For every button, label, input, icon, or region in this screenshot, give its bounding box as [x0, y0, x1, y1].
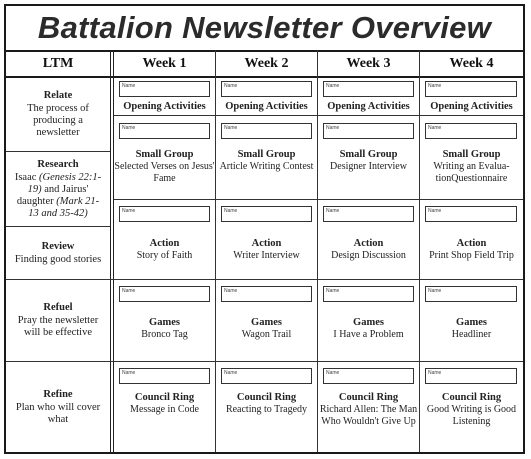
activity-detail: I Have a Problem: [333, 329, 404, 340]
activity-title: Action: [456, 238, 487, 249]
activity-detail: Writing an Evalua-tionQuestionnaire: [433, 161, 510, 184]
ltm-description: Plan who will cover what: [15, 401, 101, 425]
name-field-label: Name: [428, 208, 442, 214]
name-field[interactable]: [425, 81, 517, 97]
name-field[interactable]: [119, 368, 210, 384]
action-week-4: [420, 238, 523, 262]
name-field-label: Name: [224, 288, 238, 294]
small-group-week-4: [420, 149, 523, 185]
activity-title: Opening Activities: [327, 101, 410, 112]
activity-detail: Good Writing is Good Listening: [426, 404, 517, 427]
name-field-label: Name: [224, 370, 238, 376]
activity-detail: Message in Code: [130, 404, 199, 415]
activity-title: Games: [251, 317, 282, 328]
name-field[interactable]: [221, 206, 312, 222]
name-field-label: Name: [428, 370, 442, 376]
name-field-label: Name: [428, 288, 442, 294]
ltm-title: Research: [37, 158, 79, 170]
activity-detail: Story of Faith: [136, 250, 193, 261]
name-field-label: Name: [224, 83, 238, 89]
action-week-1: [114, 238, 215, 262]
name-field[interactable]: [119, 206, 210, 222]
small-group-week-1: [114, 149, 215, 185]
name-field-label: Name: [326, 83, 340, 89]
name-field[interactable]: [119, 123, 210, 139]
ltm-review: [6, 227, 110, 279]
activity-detail: Richard Allen: The Man Who Wouldn't Give Up: [319, 404, 418, 427]
council-ring-week-3: [318, 392, 419, 428]
games-week-1: [114, 317, 215, 341]
name-field[interactable]: [119, 81, 210, 97]
activity-title: Games: [456, 317, 487, 328]
name-field-label: Name: [224, 208, 238, 214]
ltm-refuel: [6, 280, 110, 361]
games-week-4: [420, 317, 523, 341]
activity-title: Opening Activities: [123, 101, 206, 112]
name-field-label: Name: [326, 125, 340, 131]
column-header-week-1: Week 1: [142, 56, 187, 71]
newsletter-overview-sheet: [4, 4, 525, 454]
activity-detail: Print Shop Field Trip: [429, 250, 514, 261]
activity-title: Council Ring: [441, 392, 502, 403]
opening-activities-week-4: [420, 101, 523, 113]
name-field[interactable]: [221, 123, 312, 139]
ltm-research: [6, 152, 110, 226]
column-header-week-3: Week 3: [346, 56, 391, 71]
row-divider: [114, 199, 523, 200]
games-week-3: [318, 317, 419, 341]
name-field[interactable]: [119, 286, 210, 302]
council-ring-week-2: [216, 392, 317, 416]
ltm-description: [6, 172, 110, 220]
activity-detail: Design Discussion: [331, 250, 406, 261]
activity-detail: Designer Interview: [330, 161, 407, 172]
activity-title: Council Ring: [338, 392, 399, 403]
name-field-label: Name: [326, 288, 340, 294]
activity-title: Games: [149, 317, 180, 328]
opening-activities-week-1: [114, 101, 215, 113]
ltm-desc-text: and Jairus' daughter: [16, 183, 89, 207]
activity-title: Opening Activities: [430, 101, 513, 112]
activity-detail: Headliner: [451, 329, 492, 340]
name-field[interactable]: [323, 206, 414, 222]
name-field[interactable]: [221, 81, 312, 97]
row-divider: [114, 115, 523, 116]
name-field-label: Name: [326, 208, 340, 214]
name-field[interactable]: [221, 368, 312, 384]
ltm-title: Refuel: [43, 302, 73, 313]
name-field[interactable]: [323, 368, 414, 384]
name-field-label: Name: [122, 125, 136, 131]
page-title: Battalion Newsletter Overview: [37, 10, 492, 45]
name-field-label: Name: [224, 125, 238, 131]
ltm-refine: [6, 362, 110, 452]
name-field[interactable]: [323, 286, 414, 302]
name-field[interactable]: [425, 286, 517, 302]
activity-detail: Writer Interview: [233, 250, 300, 261]
action-week-3: [318, 238, 419, 262]
council-ring-week-4: [420, 392, 523, 428]
activity-detail: Wagon Trail: [241, 329, 292, 340]
activity-title: Small Group: [237, 149, 296, 160]
games-week-2: [216, 317, 317, 341]
ltm-title: Review: [41, 240, 75, 252]
activity-detail: Reacting to Tragedy: [225, 404, 308, 415]
activity-detail: Selected Verses on Jesus' Fame: [114, 161, 215, 184]
activity-title: Action: [353, 238, 384, 249]
small-group-week-2: [216, 149, 317, 173]
activity-title: Small Group: [442, 149, 501, 160]
small-group-week-3: [318, 149, 419, 173]
ltm-description: Finding good stories: [14, 253, 102, 265]
activity-title: Action: [149, 238, 180, 249]
name-field-label: Name: [122, 208, 136, 214]
activity-title: Small Group: [135, 149, 194, 160]
ltm-relate: [6, 78, 110, 151]
activity-detail: Article Writing Contest: [219, 161, 314, 172]
name-field[interactable]: [425, 123, 517, 139]
scripture-reference: (Mark 21-13 and 35-42): [28, 195, 100, 219]
name-field[interactable]: [425, 206, 517, 222]
name-field-label: Name: [428, 125, 442, 131]
opening-activities-week-2: [216, 101, 317, 113]
column-header-week-2: Week 2: [244, 56, 289, 71]
column-header-week-4: Week 4: [449, 56, 494, 71]
council-ring-week-1: [114, 392, 215, 416]
activity-title: Small Group: [339, 149, 398, 160]
column-header-ltm: LTM: [42, 56, 74, 71]
name-field-label: Name: [326, 370, 340, 376]
name-field[interactable]: [323, 123, 414, 139]
action-week-2: [216, 238, 317, 262]
opening-activities-week-3: [318, 101, 419, 113]
activity-title: Action: [251, 238, 282, 249]
name-field-label: Name: [428, 83, 442, 89]
name-field[interactable]: [323, 81, 414, 97]
name-field-label: Name: [122, 288, 136, 294]
activity-title: Games: [353, 317, 384, 328]
activity-title: Opening Activities: [225, 101, 308, 112]
ltm-title: Refine: [43, 388, 73, 400]
ltm-description: The process of producing a newsletter: [27, 103, 89, 138]
name-field[interactable]: [221, 286, 312, 302]
scripture-reference: (Genesis 22:1-19): [27, 171, 102, 195]
activity-title: Council Ring: [236, 392, 297, 403]
name-field-label: Name: [122, 370, 136, 376]
ltm-desc-text: Isaac: [14, 171, 40, 183]
ltm-description: Pray the newsletter will be effective: [17, 315, 99, 338]
name-field-label: Name: [122, 83, 136, 89]
activity-title: Council Ring: [134, 392, 195, 403]
activity-detail: Bronco Tag: [141, 329, 188, 340]
ltm-title: Relate: [43, 90, 73, 101]
name-field[interactable]: [425, 368, 517, 384]
